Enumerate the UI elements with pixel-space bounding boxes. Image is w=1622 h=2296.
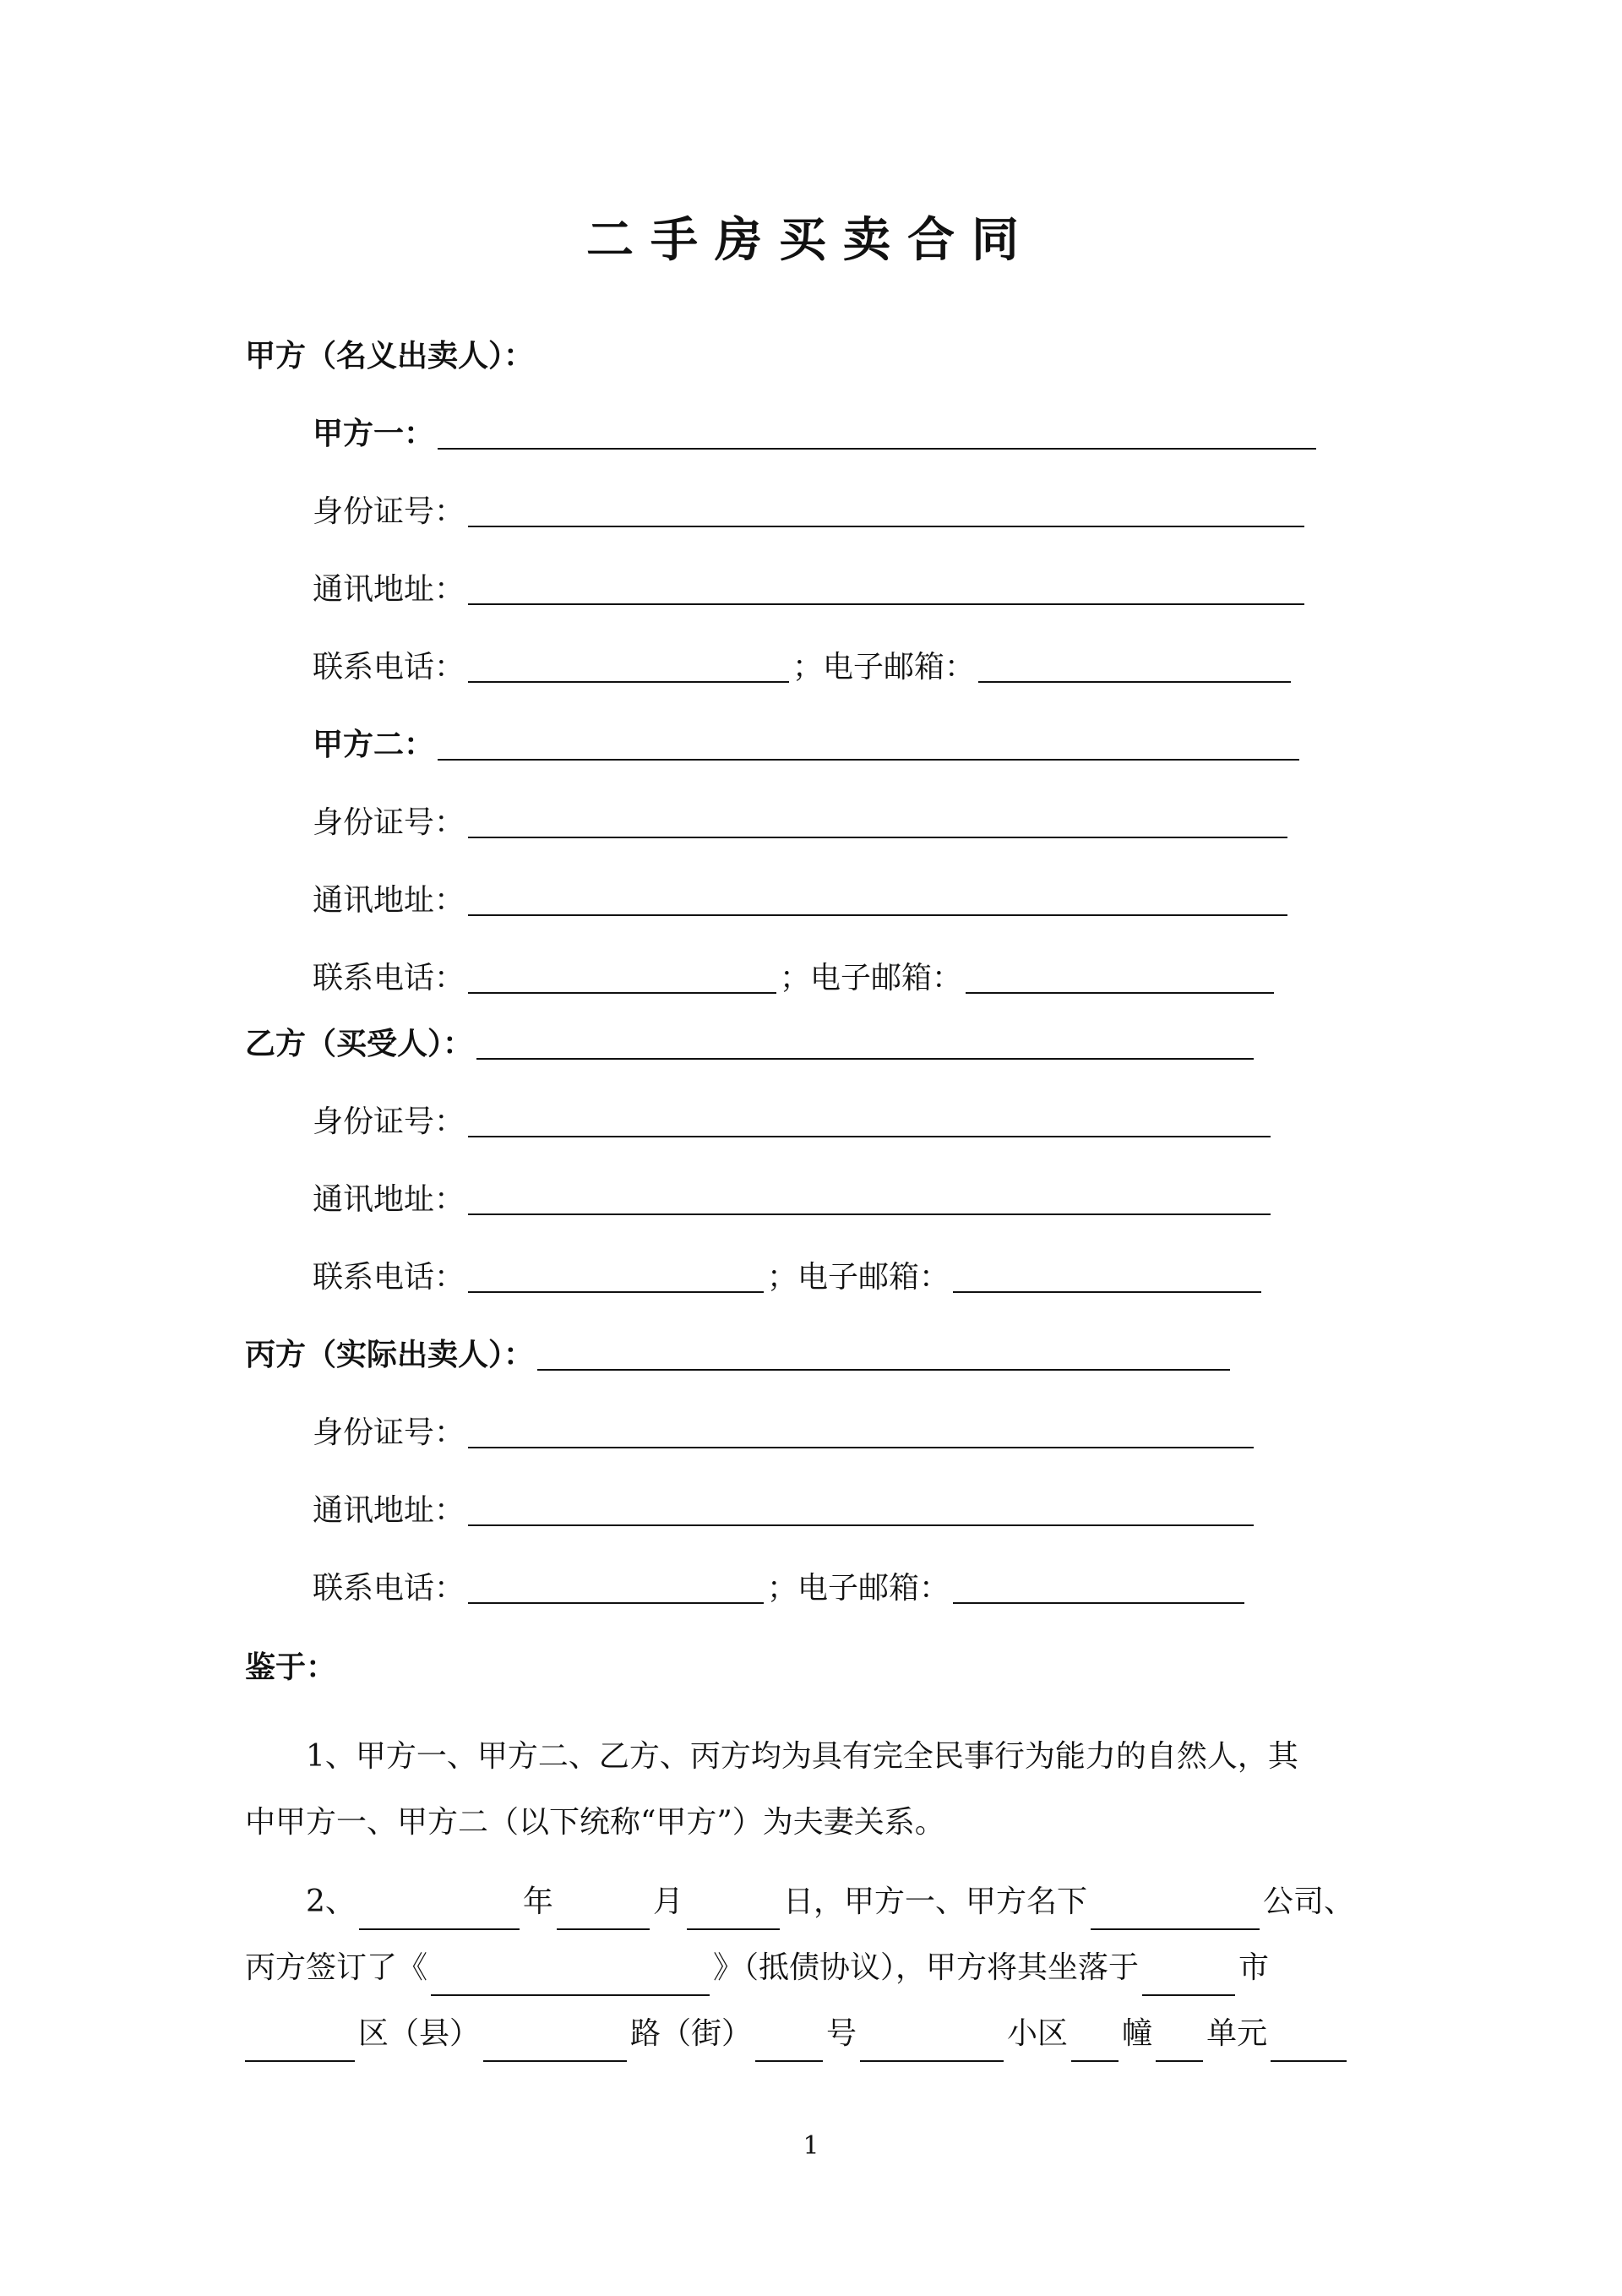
- party-a1-addr-label: 通讯地址：: [313, 572, 465, 607]
- document-title: 二手房买卖合同: [586, 213, 1036, 268]
- party-a2-email-field[interactable]: [966, 963, 1274, 994]
- party-a1-email-field[interactable]: [978, 652, 1291, 683]
- building-field[interactable]: [1071, 2031, 1119, 2062]
- clause-1-text-2: 中甲方一、甲方二（以下统称“甲方”）为夫妻关系。: [245, 1805, 945, 1840]
- party-b-phone-field[interactable]: [468, 1263, 764, 1293]
- party-a1-label: 甲方一：: [313, 417, 435, 451]
- party-b-id-field[interactable]: [468, 1107, 1271, 1137]
- party-c-id-field[interactable]: [468, 1418, 1254, 1448]
- party-b-email-label: 电子邮箱：: [797, 1260, 950, 1295]
- party-a2-semicolon: ；: [780, 961, 811, 995]
- party-a-heading: [245, 336, 534, 377]
- party-c-semicolon: ；: [767, 1571, 798, 1606]
- party-a1-phone-field[interactable]: [468, 652, 789, 683]
- party-a2-contact-row: [313, 958, 1277, 999]
- party-a2-addr-label: 通讯地址：: [313, 883, 465, 918]
- party-a2-name-row: [313, 725, 1303, 766]
- party-a-heading-text: 甲方（名义出卖人）：: [245, 339, 535, 374]
- clause-2-line-2: [245, 1935, 1377, 2001]
- agreement-name-field[interactable]: [431, 1966, 710, 1996]
- whereas-clause-2: [245, 1869, 1377, 2067]
- party-b-id-label: 身份证号：: [313, 1104, 465, 1139]
- party-a1-addr-field[interactable]: [468, 575, 1304, 605]
- agreement-suffix: 》（抵债协议），甲方将其坐落于: [713, 1950, 1140, 1985]
- party-a2-phone-label: 联系电话：: [313, 961, 465, 995]
- party-a1-semicolon: ；: [792, 650, 824, 684]
- day-label: 日，甲方一、甲方名下: [782, 1884, 1087, 1919]
- party-a2-id-label: 身份证号：: [313, 805, 465, 840]
- party-c-id-row: [313, 1413, 1257, 1453]
- month-label: 月: [652, 1884, 683, 1919]
- clause-1-text-1: 1、甲方一、甲方二、乙方、丙方均为具有完全民事行为能力的自然人，其: [306, 1739, 1298, 1774]
- party-a2-label: 甲方二：: [313, 728, 435, 762]
- party-c-id-label: 身份证号：: [313, 1415, 465, 1450]
- day-field[interactable]: [687, 1900, 780, 1930]
- party-a1-addr-row: [313, 570, 1308, 610]
- party-a1-id-field[interactable]: [468, 497, 1304, 527]
- party-a2-name-field[interactable]: [438, 730, 1299, 761]
- clause-2-line-1: [245, 1869, 1377, 1935]
- party-a1-name-row: [313, 414, 1320, 455]
- year-field[interactable]: [359, 1900, 520, 1930]
- party-b-phone-label: 联系电话：: [313, 1260, 465, 1295]
- party-c-email-label: 电子邮箱：: [797, 1571, 950, 1606]
- party-b-addr-field[interactable]: [468, 1185, 1271, 1215]
- party-b-name-field[interactable]: [476, 1029, 1254, 1060]
- agreement-prefix: 丙方签订了《: [245, 1950, 428, 1985]
- building-label: 幢: [1122, 2016, 1153, 2051]
- party-a2-id-row: [313, 803, 1291, 843]
- city-field[interactable]: [1142, 1966, 1235, 1996]
- party-c-addr-field[interactable]: [468, 1496, 1254, 1526]
- city-label: 市: [1238, 1950, 1270, 1985]
- party-c-phone-field[interactable]: [468, 1573, 764, 1604]
- clause-2-line-3: [245, 2001, 1377, 2067]
- unit-trailing-field[interactable]: [1271, 2031, 1347, 2062]
- road-label: 路（街）: [630, 2016, 753, 2051]
- whereas-clause-1: [245, 1724, 1377, 1856]
- party-a2-email-label: 电子邮箱：: [810, 961, 963, 995]
- month-field[interactable]: [557, 1900, 650, 1930]
- clause-2-prefix: 2、: [306, 1884, 356, 1919]
- party-c-heading: 丙方（实际出卖人）：: [245, 1338, 535, 1372]
- party-b-heading-row: [245, 1024, 1257, 1065]
- district-field[interactable]: [245, 2031, 355, 2062]
- community-label: 小区: [1007, 2016, 1069, 2051]
- party-c-contact-row: [313, 1568, 1248, 1609]
- party-a1-name-field[interactable]: [438, 419, 1316, 450]
- party-c-heading-row: [245, 1335, 1233, 1376]
- party-c-phone-label: 联系电话：: [313, 1571, 465, 1606]
- party-c-addr-row: [313, 1491, 1257, 1531]
- party-a1-email-label: 电子邮箱：: [823, 650, 976, 684]
- party-b-addr-row: [313, 1180, 1274, 1220]
- party-b-semicolon: ；: [767, 1260, 798, 1295]
- clause-1-line-2: [245, 1790, 1377, 1856]
- page-number: 1: [803, 2131, 819, 2161]
- district-label: 区（县）: [358, 2016, 481, 2051]
- clause-1-line-1: [245, 1724, 1377, 1790]
- company-field[interactable]: [1091, 1900, 1260, 1930]
- community-field[interactable]: [860, 2031, 1004, 2062]
- party-a1-id-label: 身份证号：: [313, 494, 465, 529]
- party-a2-addr-row: [313, 881, 1291, 921]
- number-label: 号: [826, 2016, 857, 2051]
- road-field[interactable]: [483, 2031, 627, 2062]
- number-field[interactable]: [755, 2031, 823, 2062]
- party-a1-phone-label: 联系电话：: [313, 650, 465, 684]
- party-b-id-row: [313, 1102, 1274, 1143]
- party-c-addr-label: 通讯地址：: [313, 1493, 465, 1528]
- party-c-name-field[interactable]: [537, 1340, 1230, 1371]
- party-b-addr-label: 通讯地址：: [313, 1182, 465, 1217]
- party-a2-addr-field[interactable]: [468, 886, 1287, 916]
- company-label: 公司、: [1262, 1884, 1354, 1919]
- party-a1-contact-row: [313, 647, 1294, 688]
- year-label: 年: [522, 1884, 553, 1919]
- unit-label: 单元: [1206, 2016, 1268, 2051]
- whereas-heading: 鉴于：: [245, 1650, 337, 1685]
- unit-field[interactable]: [1156, 2031, 1203, 2062]
- party-b-contact-row: [313, 1257, 1265, 1298]
- party-c-email-field[interactable]: [953, 1573, 1244, 1604]
- whereas-heading-row: [245, 1648, 336, 1688]
- party-b-email-field[interactable]: [953, 1263, 1261, 1293]
- party-b-heading: 乙方（买受人）：: [245, 1027, 474, 1061]
- party-a2-phone-field[interactable]: [468, 963, 776, 994]
- party-a1-id-row: [313, 492, 1308, 532]
- party-a2-id-field[interactable]: [468, 808, 1287, 838]
